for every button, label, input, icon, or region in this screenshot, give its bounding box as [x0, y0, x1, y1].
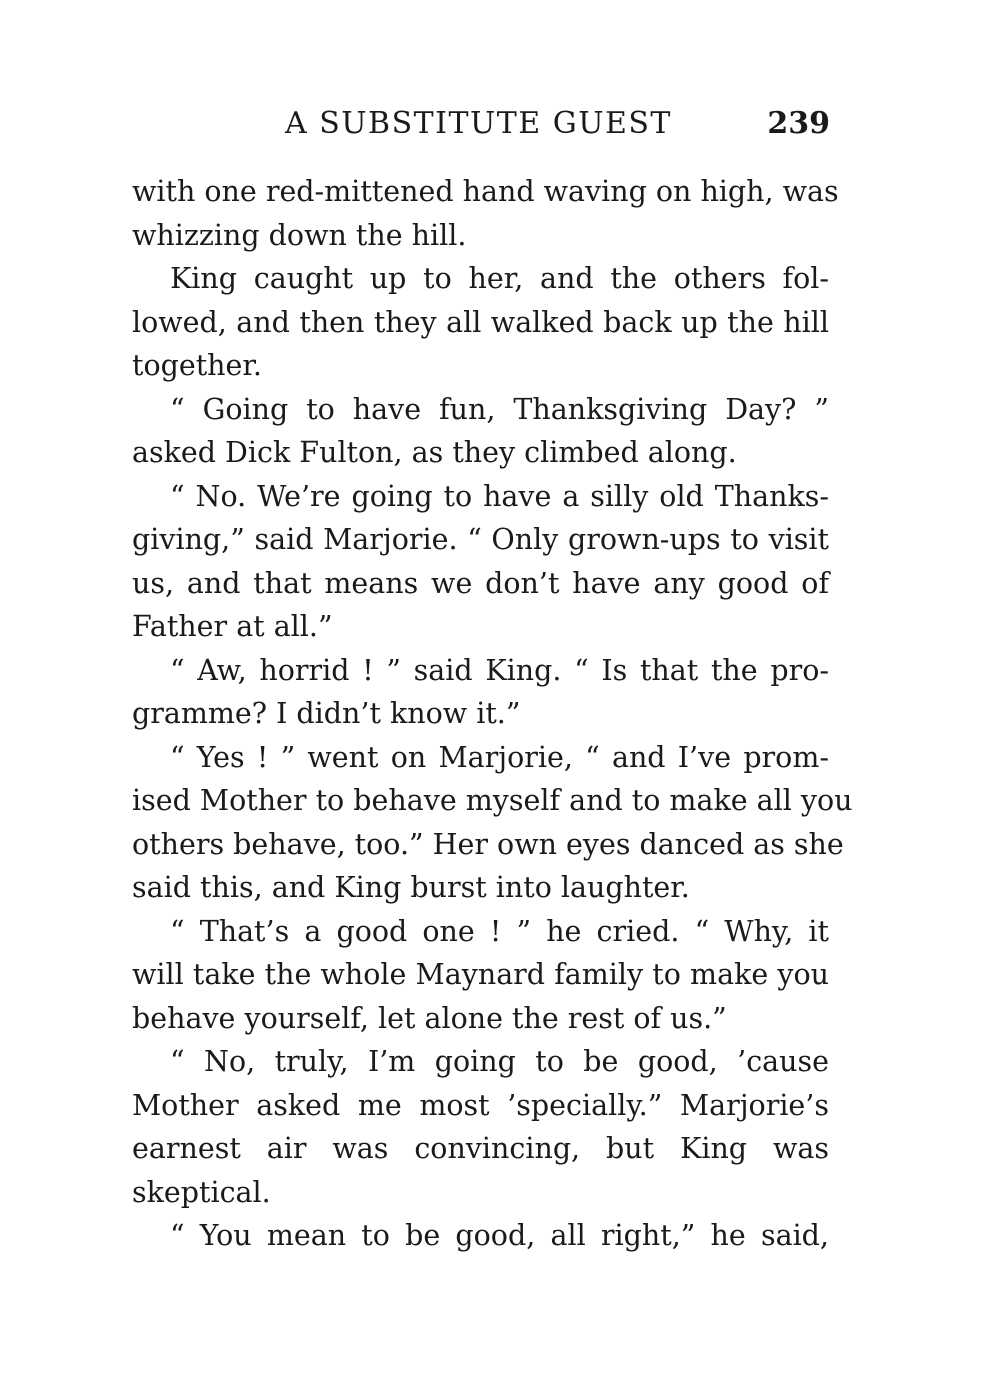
text-line: “ Aw, horrid ! ” said King. “ Is that the pro- — [170, 653, 829, 687]
running-title: A SUBSTITUTE GUEST — [285, 106, 672, 141]
text-line: Father at all.” — [132, 610, 333, 643]
text-line: skeptical. — [132, 1175, 271, 1209]
body-text — [132, 170, 853, 1258]
text-line: ised Mother to behave myself and to make all you — [132, 784, 853, 817]
text-line: will take the whole Maynard family to make you — [132, 958, 829, 991]
text-line: “ You mean to be good, all right,” he said, — [170, 1219, 829, 1252]
text-line: “ No. We’re going to have a silly old Thanks- — [170, 479, 829, 513]
text-line: behave yourself, let alone the rest of us.” — [132, 1001, 727, 1035]
text-line: us, and that means we don’t have any good of — [132, 566, 829, 600]
text-line: “ Yes ! ” went on Marjorie, “ and I’ve prom- — [170, 740, 829, 774]
text-line: asked Dick Fulton, as they climbed along. — [132, 436, 737, 469]
running-head — [130, 100, 830, 148]
text-line: King caught up to her, and the others fol- — [170, 262, 829, 295]
text-line: said this, and King burst into laughter. — [132, 871, 690, 904]
text-line: earnest air was convincing, but King was — [132, 1132, 829, 1165]
page-number: 239 — [767, 106, 830, 141]
text-line: together. — [132, 349, 262, 382]
text-line: others behave, too.” Her own eyes danced as she — [132, 827, 844, 861]
text-line: “ Going to have fun, Thanksgiving Day? ” — [170, 392, 829, 426]
text-line: giving,” said Marjorie. “ Only grown-ups to visit — [132, 523, 829, 556]
text-line: “ No, truly, I’m going to be good, ’cause — [170, 1045, 829, 1078]
text-line: “ That’s a good one ! ” he cried. “ Why, it — [170, 914, 829, 948]
text-line: whizzing down the hill. — [132, 218, 467, 252]
text-line: Mother asked me most ’specially.” Marjorie’s — [132, 1088, 829, 1122]
text-line: lowed, and then they all walked back up the hill — [132, 305, 829, 339]
text-line: with one red-mittened hand waving on high, was — [132, 175, 839, 208]
text-line: gramme? I didn’t know it.” — [132, 697, 521, 730]
